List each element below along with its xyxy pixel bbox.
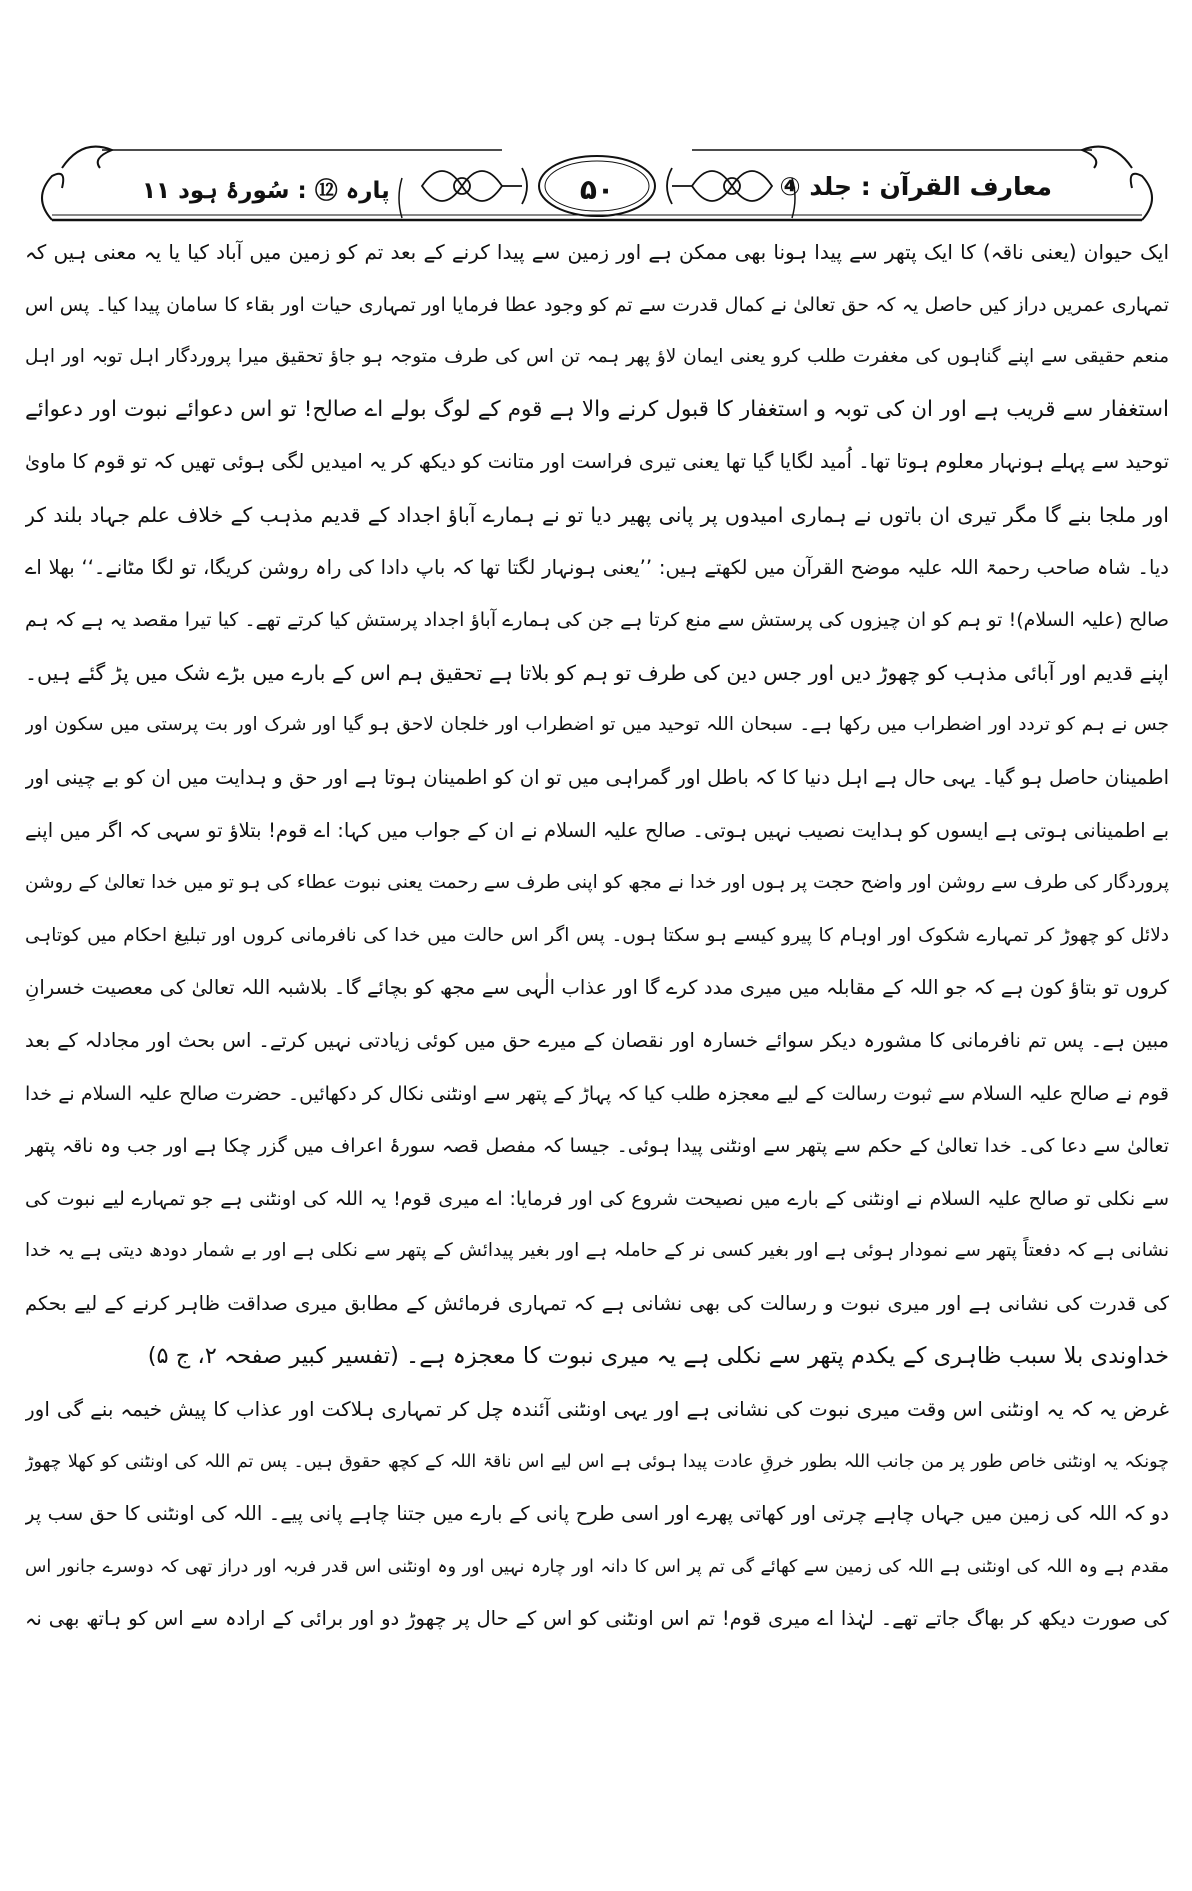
text-line: صالح (علیہ السلام)! تو ہم کو ان چیزوں کی پرستش سے منع کرتا ہے جن کی ہمارے آباؤ اجداد پرستش کیا کرتے تھے۔ کیا تیرا مقصد یہ ہے کہ ہم [25,609,1169,632]
page-body [25,226,1169,1646]
page-header [22,128,1172,224]
text-line: قوم نے صالح علیہ السلام سے ثبوت رسالت کے لیے معجزہ طلب کیا کہ پہاڑ کے پتھر سے اونٹنی نکال کر دکھائیں۔ حضرت صالح علیہ السلام نے خدا [25,1082,1169,1105]
text-line: پروردگار کی طرف سے روشن اور واضح حجت پر ہوں اور خدا نے مجھ کو اپنی طرف سے رحمت یعنی نبوت عطاء کی ہو تو میں خدا تعالیٰ کے روشن [25,872,1169,894]
text-line: منعم حقیقی سے اپنے گناہوں کی مغفرت طلب کرو یعنی ایمان لاؤ پھر ہمہ تن اس کی طرف متوجہ ہو جاؤ تحقیق میرا پروردگار اہل توبہ اور اہل [25,346,1169,368]
text-line: اور ملجا بنے گا مگر تیری ان باتوں نے ہماری امیدوں پر پانی پھیر دیا تو نے ہمارے آباؤ اجداد کے قدیم مذہب کے خلاف علم جہاد بلند کر [25,502,1169,527]
text-line: تمہاری عمریں دراز کیں حاصل یہ کہ حق تعالیٰ نے کمال قدرت سے تم کو وجود عطا فرمایا اور تمہاری حیات اور بقاء کا سامان پیدا کیا۔ پس اس [25,293,1169,316]
text-line: کی قدرت کی نشانی ہے اور میری نبوت و رسالت کی بھی نشانی ہے کہ تمہاری فرمائش کے مطابق میری صداقت ظاہر کرنے کے لیے بحکم [25,1291,1169,1315]
text-line: چونکہ یہ اونٹنی خاص طور پر من جانب اللہ بطور خرقِ عادت پیدا ہوئی ہے اس لیے اس ناقۃ اللہ کے کچھ حقوق ہیں۔ پس تم اللہ کی اونٹنی کو کھلا چھوڑ [25,1451,1169,1472]
text-line: ایک حیوان (یعنی ناقہ) کا ایک پتھر سے پیدا ہونا بھی ممکن ہے اور زمین سے پیدا کرنے کے بعد تم کو زمین میں آباد کیا یا یہ معنی ہیں کہ [25,240,1169,264]
text-line: دیا۔ شاہ صاحب رحمۃ اللہ علیہ موضح القرآن میں لکھتے ہیں: ’’یعنی ہونہار لگتا تھا کہ باپ دادا کی راہ روشن کریگا، تو لگا مٹانے۔‘‘ بھلا اے [25,555,1169,579]
text-line: اپنے قدیم اور آبائی مذہب کو چھوڑ دیں اور جس دین کی طرف تو ہم کو بلاتا ہے تحقیق ہم اس کے بارے میں بڑے شک میں پڑ گئے ہیں۔ [25,660,1169,685]
text-line: جس نے ہم کو تردد اور اضطراب میں رکھا ہے۔ سبحان اللہ توحید میں تو اضطراب اور خلجان لاحق ہو گیا اور شرک اور بت پرستی میں سکون اور [25,714,1169,736]
text-line: دلائل کو چھوڑ کر تمہارے شکوک اور اوہام کا پیرو کیسے ہو سکتا ہوں۔ پس اگر اس حالت میں خدا کی نافرمانی کروں اور تبلیغ احکام میں کوتاہی [25,924,1169,946]
text-line: دو کہ اللہ کی زمین میں جہاں چاہے چرتی اور کھاتی پھرے اور اسی طرح پانی کے بارے میں جتنا چاہے پانی پیے۔ اللہ کی اونٹنی کا حق سب پر [25,1502,1169,1526]
text-line: نشانی ہے کہ دفعتاً پتھر سے نمودار ہوئی ہے اور بغیر کسی نر کے حاملہ ہے اور بغیر پیدائش کے پتھر سے نکلی ہے اور بے شمار دودھ دیتی ہے یہ خدا [25,1240,1169,1262]
text-line: استغفار سے قریب ہے اور ان کی توبہ و استغفار کا قبول کرنے والا ہے قوم کے لوگ بولے اے صالح! تو اس دعوائے نبوت اور دعوائے [25,396,1169,422]
text-line: مبین ہے۔ پس تم نافرمانی کا مشورہ دیکر سوائے خسارہ اور نقصان کے میرے حق میں کوئی زیادتی نہیں کرتے۔ اس بحث اور مجادلہ کے بعد [25,1028,1169,1052]
page-number: ۵۰ [579,173,615,206]
text-line: غرض یہ کہ یہ اونٹنی اس وقت میری نبوت کی نشانی ہے اور یہی اونٹنی آئندہ چل کر تمہاری ہلاکت اور عذاب کا پیش خیمہ بنے گی اور [25,1397,1169,1422]
text-line: مقدم ہے وہ اللہ کی اونٹنی ہے اللہ کی زمین سے کھائے گی تم پر اس کا دانہ اور چارہ نہیں اور وہ اونٹنی اس قدر فربہ اور دراز تھی کہ دوسرے جانور اس [25,1556,1169,1577]
text-line: بے اطمینانی ہوتی ہے ایسوں کو ہدایت نصیب نہیں ہوتی۔ صالح علیہ السلام نے ان کے جواب میں کہا: اے قوم! بتلاؤ تو سہی کہ اگر میں اپنے [25,818,1169,842]
text-line: تعالیٰ سے دعا کی۔ خدا تعالیٰ کے حکم سے پتھر سے اونٹنی پیدا ہوئی۔ جیسا کہ مفصل قصہ سورۂ اعراف میں گزر چکا ہے اور جب وہ ناقہ پتھر [25,1135,1169,1158]
text-line-citation: خداوندی بلا سبب ظاہری کے یکدم پتھر سے نکلی ہے یہ میری نبوت کا معجزہ ہے۔ (تفسیر کبیر صفحہ ۲، ج ۵) [147,1343,1169,1370]
text-line: سے نکلی تو صالح علیہ السلام نے اونٹنی کے بارے میں نصیحت شروع کی اور فرمایا: اے میری قوم! یہ اللہ کی اونٹنی ہے جو تمہارے لیے نبوت کی [25,1187,1169,1210]
text-line: اطمینان حاصل ہو گیا۔ یہی حال ہے اہل دنیا کا کہ باطل اور گمراہی میں تو ان کو اطمینان ہوتا ہے اور حق و ہدایت میں ان کو بے چینی اور [25,765,1169,789]
text-line: کروں تو بتاؤ کون ہے کہ جو اللہ کے مقابلہ میں میری مدد کرے گا اور عذاب الٰہی سے مجھ کو بچائے گا۔ بلاشبہ اللہ تعالیٰ کی معصیت خسرانِ [25,976,1169,1000]
book-title: معارف القرآن : جلد ④ [779,172,1052,201]
text-line: کی صورت دیکھ کر بھاگ جاتے تھے۔ لہٰذا اے میری قوم! تم اس اونٹنی کو اس کے حال پر چھوڑ دو اور برائی کے ارادہ سے اس کو ہاتھ بھی نہ [25,1607,1169,1631]
surah-reference: پارہ ⑫ : سُورۂ ہود ۱۱ [142,178,390,204]
text-line: توحید سے پہلے ہونہار معلوم ہوتا تھا۔ اُمید لگایا گیا تھا یعنی تیری فراست اور متانت کو دیکھ کر یہ امیدیں لگی ہوئی تھیں کہ تو قوم کا ماویٰ [25,450,1169,474]
